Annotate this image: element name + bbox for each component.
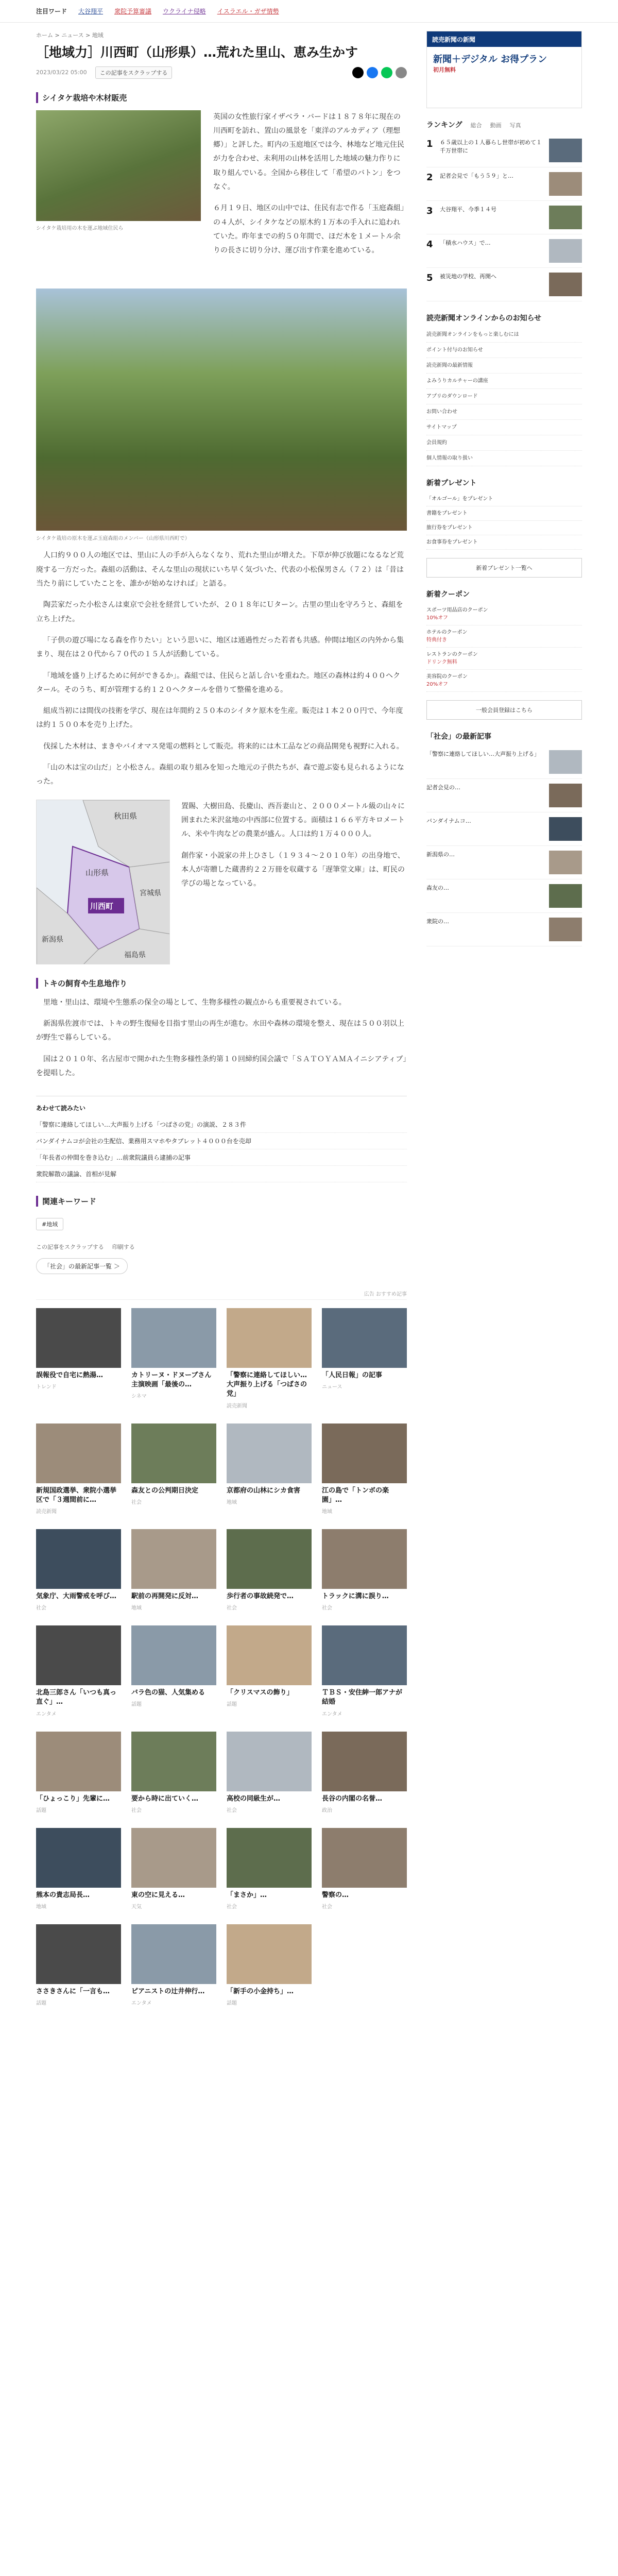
social-title[interactable]: 衆院の… bbox=[426, 918, 449, 925]
social-item[interactable] bbox=[426, 879, 582, 913]
card-title[interactable]: 東の空に見える… bbox=[131, 1891, 185, 1899]
article-main bbox=[36, 31, 407, 2006]
card-title[interactable]: カトリーヌ・ドヌーブさん主演映画「最後の… bbox=[131, 1371, 212, 1389]
body-paragraph: 組成当初には間伐の技術を学び、現在は年間約２５０本のシイタケ原木を生産。販売は１本２００円で、今年度は約１５００本を売り上げた。 bbox=[36, 707, 403, 730]
map-label: 宮城県 bbox=[140, 889, 161, 897]
mail-share-icon[interactable] bbox=[396, 67, 407, 78]
section-heading: トキの飼育や生息地作り bbox=[36, 978, 407, 989]
card-thumbnail[interactable] bbox=[322, 1625, 407, 1685]
breadcrumb[interactable]: ホーム > ニュース > 地域 bbox=[36, 32, 104, 39]
card-source: 話題 bbox=[36, 1807, 46, 1814]
recommend-card[interactable] bbox=[227, 1423, 312, 1515]
photo-caption: シイタケ栽培用の木を運ぶ地域住民ら bbox=[36, 225, 124, 231]
social-title[interactable]: 森友の… bbox=[426, 885, 449, 891]
map-label: 新潟県 bbox=[42, 935, 63, 944]
card-title[interactable]: 「警察に連絡してほしい…大声振り上げる「つばさの党」 bbox=[227, 1371, 307, 1398]
notice-link[interactable]: 読売新聞の最新情報 bbox=[426, 358, 582, 374]
card-title[interactable]: 「人民日報」の記事 bbox=[322, 1371, 383, 1380]
card-source: 話題 bbox=[227, 2001, 237, 2007]
card-title[interactable]: ささきさんに「一言も… bbox=[36, 1987, 110, 1995]
keyword-link[interactable]: ウクライナ侵略 bbox=[163, 8, 206, 15]
present-more-button[interactable]: 新着プレゼント一覧へ bbox=[426, 558, 582, 578]
coupon-title: ホテルのクーポン bbox=[426, 630, 468, 635]
card-source: シネマ bbox=[131, 1394, 147, 1400]
social-title: 「社会」の最新記事 bbox=[426, 733, 491, 741]
card-thumbnail[interactable] bbox=[131, 1308, 216, 1368]
social-item[interactable] bbox=[426, 779, 582, 812]
ranking-thumbnail[interactable] bbox=[549, 172, 582, 196]
photo-caption: シイタケ栽培の原木を運ぶ玉庭森組のメンバー（山形県川西町で） bbox=[36, 536, 190, 542]
card-source: 天気 bbox=[131, 1904, 142, 1910]
recommend-card[interactable] bbox=[322, 1625, 407, 1717]
social-list bbox=[426, 745, 582, 946]
ranking-title[interactable]: 被災地の学校、再開へ bbox=[440, 273, 496, 280]
ranking-tab[interactable]: 写真 bbox=[509, 122, 521, 129]
card-thumbnail[interactable] bbox=[227, 1732, 312, 1791]
recommend-card[interactable] bbox=[227, 1308, 312, 1409]
card-thumbnail[interactable] bbox=[36, 1423, 121, 1483]
ranking-title[interactable]: 「積水ハウス」で… bbox=[440, 240, 491, 246]
coupon-link[interactable] bbox=[426, 648, 582, 670]
recommend-card[interactable] bbox=[322, 1308, 407, 1409]
ranking-title[interactable]: 大谷翔平、今季１４号 bbox=[440, 206, 496, 213]
ranking-item[interactable] bbox=[426, 201, 582, 234]
body-paragraph: 「地域を盛り上げるために何ができるか」。森組では、住民らと話し合いを重ねた。地区の森林は約４００ヘクタール。そのうち、町が管理する約１２０ヘクタールを借りて整備を進める。 bbox=[36, 671, 400, 694]
social-thumbnail[interactable] bbox=[549, 918, 582, 941]
social-title[interactable]: 記者会見の… bbox=[426, 784, 460, 791]
card-thumbnail[interactable] bbox=[36, 1308, 121, 1368]
card-source: エンタメ bbox=[131, 2001, 152, 2007]
card-source: 社会 bbox=[227, 1605, 237, 1612]
location-map bbox=[36, 800, 170, 964]
card-source: 社会 bbox=[131, 1499, 142, 1505]
recommend-card[interactable] bbox=[36, 1308, 121, 1409]
card-source: 読売新聞 bbox=[227, 1403, 247, 1409]
card-title[interactable]: ピアニストの辻井伸行… bbox=[131, 1987, 205, 1995]
present-link[interactable]: お食事券をプレゼント bbox=[426, 535, 582, 550]
x-share-icon[interactable] bbox=[352, 67, 364, 78]
body-paragraph: 陶芸家だった小松さんは東京で会社を経営していたが、２０１８年にＵターン。古里の里山を守ろうと、森組を立ち上げた。 bbox=[36, 601, 403, 623]
coupon-title: 美容院のクーポン bbox=[426, 674, 468, 680]
map-town-label: 川西町 bbox=[90, 901, 114, 911]
ranking-item[interactable] bbox=[426, 268, 582, 301]
social-title[interactable]: 「警察に連絡してほしい…大声振り上げる」 bbox=[426, 751, 540, 757]
social-header bbox=[426, 731, 582, 741]
card-source: 社会 bbox=[227, 1904, 237, 1910]
social-item[interactable] bbox=[426, 913, 582, 946]
share-buttons bbox=[352, 67, 407, 78]
ranking-thumbnail[interactable] bbox=[549, 206, 582, 229]
recommend-card[interactable] bbox=[227, 1828, 312, 1910]
card-title[interactable]: 「まさか」… bbox=[227, 1891, 267, 1899]
social-item[interactable] bbox=[426, 812, 582, 846]
publish-date: 2023/03/22 05:00 bbox=[36, 69, 87, 76]
card-title[interactable]: 熊本の貴志局長… bbox=[36, 1891, 90, 1899]
lead-paragraph: 英国の女性旅行家イザベラ・バードは１８７８年に現在の川西町を訪れ、置山の風景を「東洋のアルカディア（理想郷）」と評した。町内の玉庭地区では今、林地など地元住民が力を合わせ、未利用の山林を活用した地域の魅力作りに取り組んでいる。全国から移住して「希望のバトン」をつなぐ。 bbox=[213, 112, 404, 191]
card-source: 地域 bbox=[131, 1605, 142, 1612]
recommend-card[interactable] bbox=[36, 1924, 121, 2006]
card-source: 地域 bbox=[322, 1509, 332, 1515]
recommend-card[interactable] bbox=[36, 1625, 121, 1717]
ranking-title: ランキング bbox=[426, 121, 462, 129]
card-title[interactable]: 警察の… bbox=[322, 1891, 349, 1899]
social-thumbnail[interactable] bbox=[549, 817, 582, 841]
body-paragraph: 国は２０１０年、名古屋市で開かれた生物多様性条約第１０回締約国会議で「ＳＡＴＯＹＡＭＡイニシアティブ」を提唱した。 bbox=[36, 1055, 407, 1077]
notice-link[interactable]: お問い合わせ bbox=[426, 404, 582, 420]
card-source: 話題 bbox=[131, 1702, 142, 1708]
ranking-thumbnail[interactable] bbox=[549, 273, 582, 296]
card-thumbnail[interactable] bbox=[322, 1423, 407, 1483]
card-title[interactable]: 長谷の内閣の名誉… bbox=[322, 1794, 383, 1803]
related-title: あわせて読みたい bbox=[36, 1105, 86, 1112]
present-header bbox=[426, 478, 582, 488]
present-title: 新着プレゼント bbox=[426, 479, 477, 487]
card-thumbnail[interactable] bbox=[131, 1732, 216, 1791]
card-source: ニュース bbox=[322, 1384, 342, 1391]
promo-main: 新聞＋デジタル お得プラン bbox=[433, 54, 547, 65]
card-source: 社会 bbox=[131, 1807, 142, 1814]
card-source: 社会 bbox=[322, 1904, 332, 1910]
card-source: 話題 bbox=[36, 2001, 46, 2007]
coupon-link[interactable] bbox=[426, 625, 582, 648]
card-title[interactable]: 「新手の小金持ち」… bbox=[227, 1987, 294, 1995]
card-source: 社会 bbox=[227, 1807, 237, 1814]
ranking-title[interactable]: 記者会見で「もう５９」と… bbox=[440, 173, 513, 179]
card-thumbnail[interactable] bbox=[227, 1924, 312, 1984]
card-thumbnail[interactable] bbox=[36, 1732, 121, 1791]
card-thumbnail[interactable] bbox=[36, 1828, 121, 1888]
map-label: 福島県 bbox=[124, 951, 146, 959]
notice-link[interactable]: 会員規約 bbox=[426, 435, 582, 451]
recommend-card[interactable] bbox=[227, 1529, 312, 1611]
card-thumbnail[interactable] bbox=[322, 1732, 407, 1791]
card-title[interactable]: バラ色の猫、人気集める bbox=[131, 1689, 205, 1697]
social-thumbnail[interactable] bbox=[549, 851, 582, 874]
map-label: 山形県 bbox=[85, 868, 109, 877]
card-source: エンタメ bbox=[322, 1711, 342, 1717]
body-paragraph: 伐採した木材は、まきやバイオマス発電の燃料として販売。将来的には木工品などの商品開発も視野に入れる。 bbox=[43, 742, 404, 751]
recommend-card[interactable] bbox=[227, 1924, 312, 2006]
social-title[interactable]: 新潟県の… bbox=[426, 851, 455, 858]
related-links bbox=[36, 1096, 407, 1182]
recommend-card[interactable] bbox=[131, 1828, 216, 1910]
scrap-button[interactable]: この記事をスクラップする bbox=[95, 66, 173, 79]
coupon-link[interactable] bbox=[426, 603, 582, 625]
recommend-card[interactable] bbox=[322, 1529, 407, 1611]
card-title[interactable]: 気象庁、大雨警戒を呼び… bbox=[36, 1592, 117, 1601]
card-source: 地域 bbox=[36, 1904, 46, 1910]
more-articles-link[interactable]: 「社会」の最新記事一覧 ＞ bbox=[36, 1258, 128, 1274]
notice-header bbox=[426, 313, 582, 323]
card-thumbnail[interactable] bbox=[322, 1828, 407, 1888]
ranking-tab[interactable]: 動画 bbox=[490, 122, 502, 129]
card-source: 地域 bbox=[227, 1499, 237, 1505]
article-meta bbox=[36, 66, 407, 79]
register-button[interactable]: 一般会員登録はこちら bbox=[426, 700, 582, 720]
body-paragraph: 「子供の遊び場になる森を作りたい」という思いに、地区は通過性だった若者も共感。仲間は地区の内外から集まり、現在は２０代から７０代の１５人が活動している。 bbox=[36, 636, 404, 659]
coupon-list bbox=[426, 603, 582, 692]
lead-text-col bbox=[213, 110, 407, 258]
card-title[interactable]: 「ひょっこり」先輩に… bbox=[36, 1794, 110, 1803]
card-source: 読売新聞 bbox=[36, 1509, 57, 1515]
related-link[interactable]: 「警察に連絡してほしい…大声振り上げる「つばさの党」の演説、２８３件 bbox=[36, 1116, 407, 1133]
notice-link[interactable]: ポイント付与のお知らせ bbox=[426, 343, 582, 358]
coupon-title: 新着クーポン bbox=[426, 590, 470, 599]
body-paragraph: 「山の木は宝の山だ」と小松さん。森組の取り組みを知った地元の子供たちが、森で遊ぶ姿も見られるようになった。 bbox=[36, 764, 404, 786]
coupon-offer: 20%オフ bbox=[426, 682, 448, 687]
card-title[interactable]: 「クリスマスの飾り」 bbox=[227, 1689, 294, 1697]
ranking-number: 2 bbox=[426, 172, 433, 183]
recommend-card[interactable] bbox=[36, 1732, 121, 1814]
card-title[interactable]: 江の島で「トンボの楽園」… bbox=[322, 1486, 389, 1504]
recommend-card[interactable] bbox=[36, 1828, 121, 1910]
recommend-card[interactable] bbox=[227, 1732, 312, 1814]
map-text-col bbox=[181, 800, 407, 964]
body-paragraph: 里地・里山は、環境や生態系の保全の場として、生物多様性の観点からも重要視されている。 bbox=[43, 998, 346, 1007]
recommend-card[interactable] bbox=[131, 1423, 216, 1515]
section-heading: 関連キーワード bbox=[36, 1196, 407, 1207]
facebook-share-icon[interactable] bbox=[367, 67, 378, 78]
subscription-promo[interactable] bbox=[426, 31, 582, 108]
card-source: 話題 bbox=[227, 1702, 237, 1708]
lead-photo bbox=[36, 110, 201, 231]
map-block bbox=[36, 800, 407, 964]
card-title[interactable]: 森友との公判期日決定 bbox=[131, 1486, 199, 1495]
ranking-item[interactable] bbox=[426, 134, 582, 167]
recommend-card[interactable] bbox=[131, 1732, 216, 1814]
card-thumbnail[interactable] bbox=[131, 1924, 216, 1984]
keyword-bar bbox=[0, 0, 618, 23]
ranking-header bbox=[426, 120, 582, 130]
ranking-title[interactable]: ６５歳以上の１人暮らし世帯が初めて１千万世帯に bbox=[440, 139, 542, 154]
lead-paragraph: ６月１９日、地区の山中では、住民有志で作る「玉庭森組」の４人が、シイタケなどの原木約１万本の手入れに追われていた。昨年までの約５０年間で、ほだ木を１メートル余りの長さに切り分け、運び出す作業を進めている。 bbox=[213, 204, 404, 255]
card-thumbnail[interactable] bbox=[227, 1423, 312, 1483]
recommend-card[interactable] bbox=[131, 1924, 216, 2006]
card-title[interactable]: 高校の同級生が… bbox=[227, 1794, 281, 1803]
present-link[interactable]: 「オルゴール」をプレゼント bbox=[426, 492, 582, 506]
card-title[interactable]: 北島三郎さん「いつも真っ直ぐ」… bbox=[36, 1689, 117, 1706]
recommend-card[interactable] bbox=[322, 1423, 407, 1515]
keyword-link[interactable]: 衆院予算審議 bbox=[114, 8, 152, 15]
ranking-item[interactable] bbox=[426, 234, 582, 268]
social-item[interactable] bbox=[426, 846, 582, 879]
present-link[interactable]: 旅行券をプレゼント bbox=[426, 521, 582, 535]
ranking-number: 3 bbox=[426, 206, 433, 216]
social-thumbnail[interactable] bbox=[549, 750, 582, 774]
ranking-tab[interactable]: 総合 bbox=[470, 122, 482, 129]
notice-link[interactable]: よみうりカルチャーの講座 bbox=[426, 374, 582, 389]
card-source: エンタメ bbox=[36, 1711, 57, 1717]
coupon-link[interactable] bbox=[426, 670, 582, 692]
notice-link[interactable]: 個人情報の取り扱い bbox=[426, 451, 582, 466]
coupon-title: スポーツ用品店のクーポン bbox=[426, 607, 488, 613]
card-thumbnail[interactable] bbox=[131, 1529, 216, 1589]
recommend-grid bbox=[36, 1308, 407, 2006]
card-title[interactable]: トラックに溝に誤り… bbox=[322, 1592, 389, 1601]
related-link[interactable]: 「年長者の仲間を巻き込む」…前衆院議員ら逮捕の記事 bbox=[36, 1149, 407, 1166]
article-photo bbox=[36, 289, 407, 531]
card-source: 社会 bbox=[36, 1605, 46, 1612]
card-thumbnail[interactable] bbox=[131, 1625, 216, 1685]
card-thumbnail[interactable] bbox=[36, 1625, 121, 1685]
notice-title: 読売新聞オンラインからのお知らせ bbox=[426, 314, 542, 323]
coupon-offer: 特典付き bbox=[426, 637, 447, 643]
card-thumbnail[interactable] bbox=[131, 1828, 216, 1888]
social-item[interactable] bbox=[426, 745, 582, 779]
page-title: ［地域力］川西町（山形県）…荒れた里山、恵み生かす bbox=[36, 45, 358, 60]
card-thumbnail[interactable] bbox=[322, 1529, 407, 1589]
recommend-card[interactable] bbox=[131, 1625, 216, 1717]
coupon-header bbox=[426, 589, 582, 599]
card-source: 政治 bbox=[322, 1807, 332, 1814]
recommend-card[interactable] bbox=[36, 1529, 121, 1611]
sidebar bbox=[426, 31, 582, 946]
card-thumbnail[interactable] bbox=[322, 1308, 407, 1368]
card-source: トレンド bbox=[36, 1384, 57, 1391]
notice-link[interactable]: 読売新聞オンラインをもっと楽しむには bbox=[426, 327, 582, 343]
recommend-card[interactable] bbox=[227, 1625, 312, 1717]
card-thumbnail[interactable] bbox=[36, 1924, 121, 1984]
card-title[interactable]: ＴＢＳ・安住紳一郎アナが結婚 bbox=[322, 1689, 403, 1706]
ad-label: 広告 おすすめ記事 bbox=[36, 1290, 407, 1300]
keyword-label: 注目ワード bbox=[36, 8, 67, 15]
notice-link[interactable]: サイトマップ bbox=[426, 420, 582, 435]
card-source: 社会 bbox=[322, 1605, 332, 1612]
body-paragraph: 新潟県佐渡市では、トキの野生復帰を目指す里山の再生が進む。水田や森林の環境を整え、現在は５００羽以上が野生で暮らしている。 bbox=[36, 1019, 404, 1042]
coupon-title: レストランのクーポン bbox=[426, 652, 478, 657]
recommend-card[interactable] bbox=[322, 1732, 407, 1814]
recommend-card[interactable] bbox=[131, 1308, 216, 1409]
keyword-link[interactable]: イスラエル・ガザ情勢 bbox=[217, 8, 279, 15]
recommend-card[interactable] bbox=[36, 1423, 121, 1515]
card-title[interactable]: 新規国政選挙、衆院小選挙区で「３週間前に… bbox=[36, 1486, 117, 1504]
map-paragraph: 創作家・小説家の井上ひさし（１９３４〜２０１０年）の出身地で、本人が寄贈した蔵書約２２万冊を収蔵する「遅筆堂文庫」は、町民の学びの場となっている。 bbox=[181, 851, 405, 888]
card-thumbnail[interactable] bbox=[227, 1625, 312, 1685]
coupon-offer: 10%オフ bbox=[426, 615, 448, 621]
related-link[interactable]: 衆院解散の議論、首相が見解 bbox=[36, 1166, 407, 1182]
promo-sub: 初月無料 bbox=[433, 66, 456, 74]
card-title[interactable]: 歩行者の事故続発で… bbox=[227, 1592, 294, 1601]
card-thumbnail[interactable] bbox=[227, 1308, 312, 1368]
print-button[interactable]: 印刷する bbox=[112, 1244, 135, 1251]
social-thumbnail[interactable] bbox=[549, 884, 582, 908]
ranking-thumbnail[interactable] bbox=[549, 139, 582, 162]
map-paragraph: 置賜、大樹田島、長慶山、西吾妻山と、２０００メートル級の山々に囲まれた米沢盆地の中西部に位置する。面積は１６６平方キロメートル、米や牛肉などの農業が盛ん。人口は約１万４０００人。 bbox=[181, 802, 405, 839]
promo-header: 読売新聞の新聞 bbox=[427, 31, 581, 47]
body-paragraph: 人口約９００人の地区では、里山に人の手が入らなくなり、荒れた里山が増えた。下草が伸び放題になるなど荒廃する一方だった。森組の活動は、そんな里山の現状にいち早く気づいた、代表の小松保男さん（７２）は「昔は当たり前にしていたことを、誰かが始めなければ」と語る。 bbox=[36, 551, 404, 588]
present-list bbox=[426, 492, 582, 550]
notice-link[interactable]: アプリのダウンロード bbox=[426, 389, 582, 404]
social-thumbnail[interactable] bbox=[549, 784, 582, 807]
card-title[interactable]: 京都府の山林にシカ食害 bbox=[227, 1486, 301, 1495]
related-link[interactable]: バンダイナムコが会社の生配信、業務用スマホやタブレット４０００台を売却 bbox=[36, 1133, 407, 1149]
notice-list bbox=[426, 327, 582, 466]
recommend-card[interactable] bbox=[322, 1828, 407, 1910]
promo-body bbox=[427, 47, 581, 80]
social-title[interactable]: バンダイナムコ… bbox=[426, 818, 471, 824]
ranking-list bbox=[426, 134, 582, 301]
article-actions bbox=[36, 1243, 407, 1251]
card-title[interactable]: 誤報役で自宅に熱湯… bbox=[36, 1371, 104, 1380]
coupon-offer: ドリンク無料 bbox=[426, 659, 457, 665]
keyword-tag[interactable]: #地域 bbox=[36, 1218, 63, 1230]
ranking-number: 5 bbox=[426, 273, 433, 283]
lead-block bbox=[36, 110, 407, 258]
scrap-button[interactable]: この記事をスクラップする bbox=[36, 1244, 104, 1251]
map-label: 秋田県 bbox=[114, 811, 138, 821]
recommend-card[interactable] bbox=[131, 1529, 216, 1611]
ranking-number: 1 bbox=[426, 139, 433, 149]
ranking-number: 4 bbox=[426, 239, 433, 250]
line-share-icon[interactable] bbox=[381, 67, 392, 78]
ranking-thumbnail[interactable] bbox=[549, 239, 582, 263]
section-heading: シイタケ栽培や木材販売 bbox=[36, 92, 407, 103]
card-title[interactable]: 要から時に出ていく… bbox=[131, 1794, 199, 1803]
card-thumbnail[interactable] bbox=[227, 1529, 312, 1589]
card-thumbnail[interactable] bbox=[227, 1828, 312, 1888]
ranking-item[interactable] bbox=[426, 167, 582, 201]
card-thumbnail[interactable] bbox=[36, 1529, 121, 1589]
keyword-link[interactable]: 大谷翔平 bbox=[78, 8, 104, 15]
present-link[interactable]: 書籍をプレゼント bbox=[426, 506, 582, 521]
card-thumbnail[interactable] bbox=[131, 1423, 216, 1483]
card-title[interactable]: 駅前の再開発に反対… bbox=[131, 1592, 199, 1601]
